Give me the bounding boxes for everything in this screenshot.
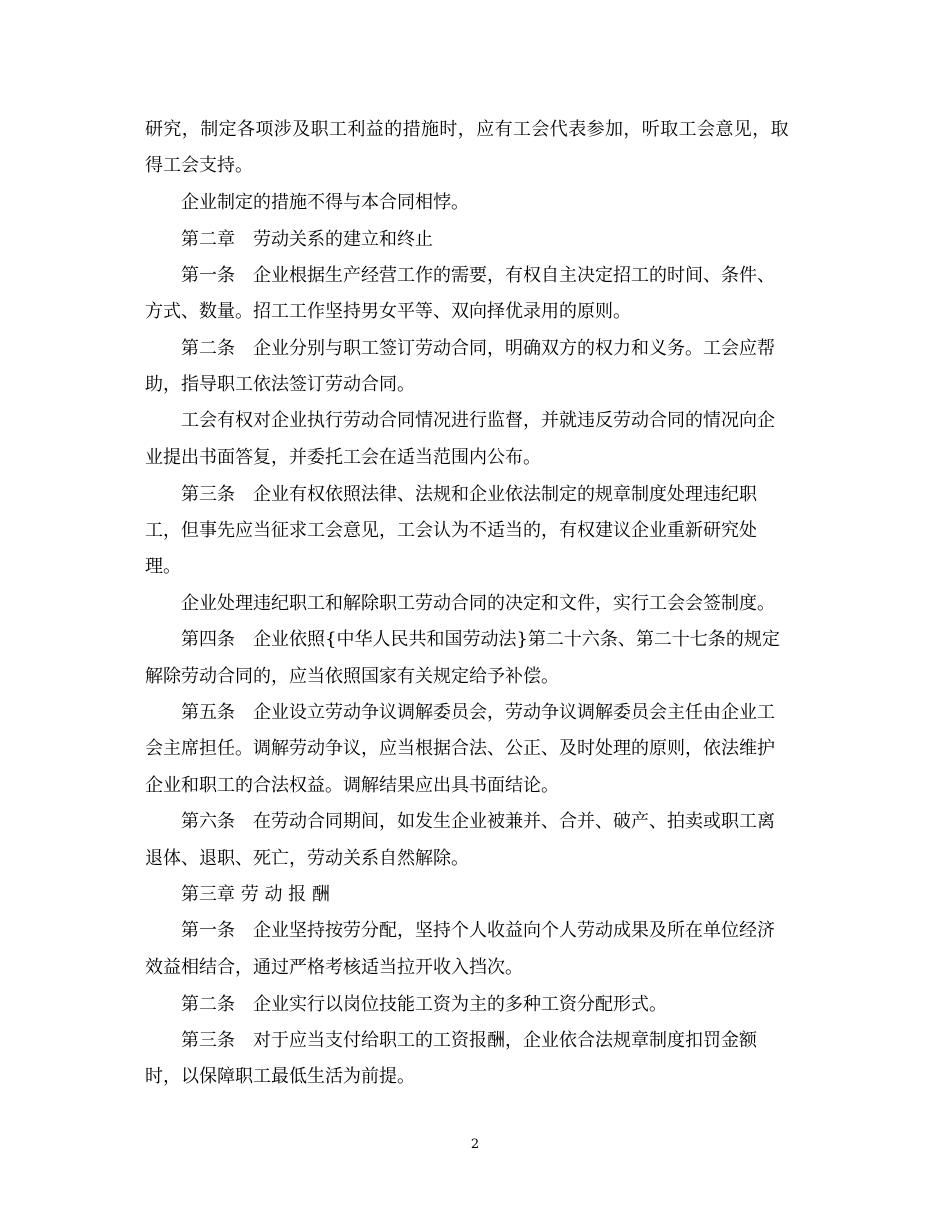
text-line: 企业和职工的合法权益。调解结果应出具书面结论。 <box>145 775 559 796</box>
text-line: 第一条 企业坚持按劳分配，坚持个人收益向个人劳动成果及所在单位经济 <box>181 920 775 941</box>
text-line: 得工会支持。 <box>145 155 253 176</box>
text-line: 理。 <box>145 556 181 577</box>
chapter-heading: 第二章 劳动关系的建立和终止 <box>181 229 433 250</box>
text-line: 第五条 企业设立劳动争议调解委员会，劳动争议调解委员会主任由企业工 <box>181 702 775 723</box>
text-line: 会主席担任。调解劳动争议，应当根据合法、公正、及时处理的原则，依法维护 <box>145 738 775 759</box>
text-line: 方式、数量。招工工作坚持男女平等、双向择优录用的原则。 <box>145 301 631 322</box>
text-line: 助，指导职工依法签订劳动合同。 <box>145 374 415 395</box>
text-line: 第一条 企业根据生产经营工作的需要，有权自主决定招工的时间、条件、 <box>181 265 775 286</box>
text-line: 第六条 在劳动合同期间，如发生企业被兼并、合并、破产、拍卖或职工离 <box>181 811 775 832</box>
text-line: 工会有权对企业执行劳动合同情况进行监督，并就违反劳动合同的情况向企 <box>181 410 775 431</box>
text-line: 效益相结合，通过严格考核适当拉开收入挡次。 <box>145 957 523 978</box>
text-line: 第三条 对于应当支付给职工的工资报酬，企业依合法规章制度扣罚金额 <box>181 1030 757 1051</box>
text-line: 退体、退职、死亡，劳动关系自然解除。 <box>145 848 469 869</box>
page-number: 2 <box>470 1137 480 1152</box>
text-line: 研究，制定各项涉及职工利益的措施时，应有工会代表参加，听取工会意见，取 <box>145 119 789 140</box>
text-line: 企业处理违纪职工和解除职工劳动合同的决定和文件，实行工会会签制度。 <box>181 593 775 614</box>
text-line: 业提出书面答复，并委托工会在适当范围内公布。 <box>145 447 541 468</box>
text-line: 企业制定的措施不得与本合同相悖。 <box>181 192 469 213</box>
text-line: 第二条 企业分别与职工签订劳动合同，明确双方的权力和义务。工会应帮 <box>181 338 775 359</box>
text-line: 第二条 企业实行以岗位技能工资为主的多种工资分配形式。 <box>181 994 667 1015</box>
text-line: 第三条 企业有权依照法律、法规和企业依法制定的规章制度处理违纪职 <box>181 484 757 505</box>
text-line: 工，但事先应当征求工会意见，工会认为不适当的，有权建议企业重新研究处 <box>145 520 757 541</box>
chapter-heading: 第三章 劳 动 报 酬 <box>181 884 330 905</box>
text-line: 时，以保障职工最低生活为前提。 <box>145 1066 415 1087</box>
text-line: 第四条 企业依照{中华人民共和国劳动法}第二十六条、第二十七条的规定 <box>181 629 780 650</box>
text-line: 解除劳动合同的，应当依照国家有关规定给予补偿。 <box>145 666 559 687</box>
